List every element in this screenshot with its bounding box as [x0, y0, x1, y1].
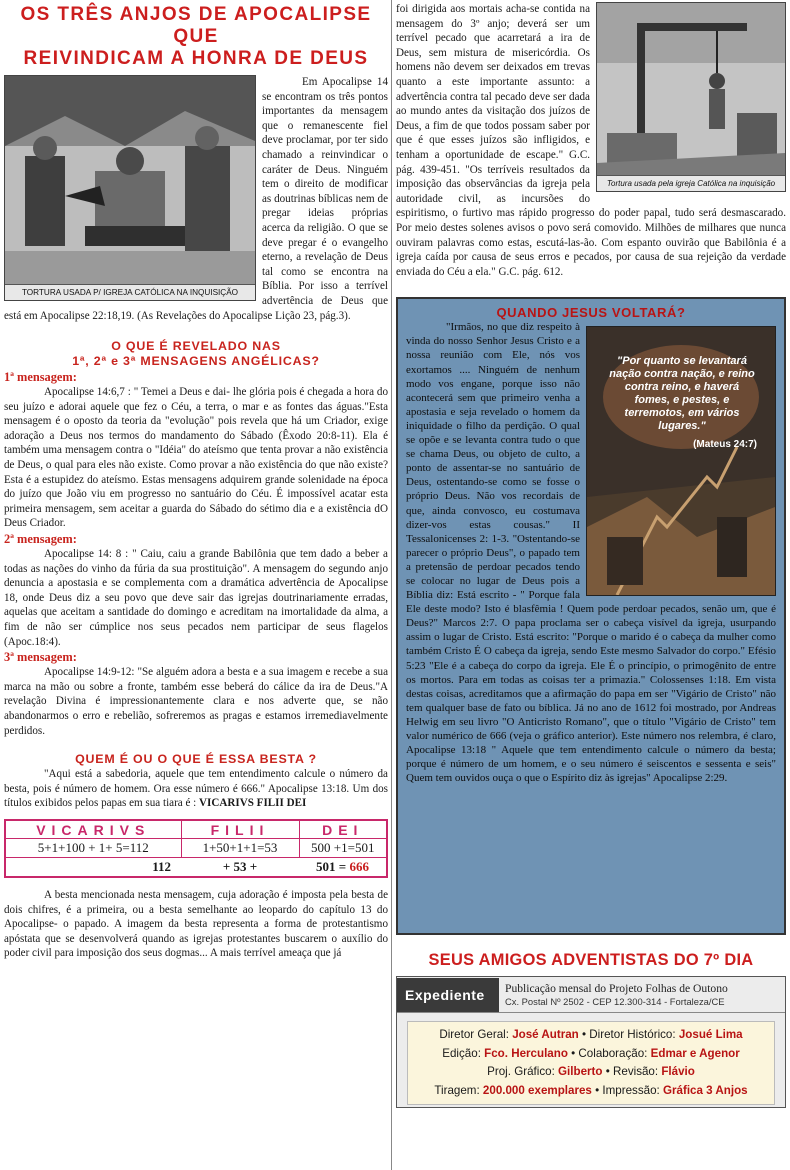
column-divider — [391, 0, 392, 1170]
dei-sum: 500 +1=501 — [299, 839, 387, 858]
quando-title: QUANDO JESUS VOLTARÁ? — [496, 305, 686, 321]
final-paragraph: A besta mencionada nesta mensagem, cuja adoração é imposta pela besta de dois chifres, é a primeira, ou a besta semelhante ao leopardo do capítulo 13 do Apocalipse- o papado. A imagem da besta representa a forma de protestantismo apóstata que se desenvolverá quando as igrejas protestantes buscarem o auxílio do poder civil para imposição dos seus dogmas... A mais terrível ameaça que já — [4, 888, 388, 960]
review-label: • Revisão: — [605, 1065, 659, 1079]
amigos-banner: SEUS AMIGOS ADVENTISTAS DO 7º DIA — [428, 951, 754, 970]
inquisition-image-caption: TORTURA USADA P/ IGREJA CATÓLICA NA INQUISIÇÃO — [5, 284, 255, 300]
total-part-1: 112 — [5, 858, 181, 877]
expediente-box — [396, 976, 786, 1108]
vicarius-total-row — [5, 858, 387, 877]
expediente-label: Expediente — [397, 978, 499, 1012]
director-label: Diretor Geral: — [439, 1028, 509, 1042]
publication-info — [499, 982, 785, 1008]
title-line-2: REIVINDICAM A HONRA DE DEUS — [23, 48, 369, 69]
inset-quote: "Por quanto se levantará nação contra nação, e reino contra reino, e haverá fomes, e pestes, e terremotos, em vários lugares." — [609, 355, 755, 433]
inquisition-illustration — [5, 76, 255, 284]
page-title — [4, 4, 388, 70]
inset-reference: (Mateus 24:7) — [693, 439, 757, 451]
revelado-line-1: O QUE É REVELADO NAS — [111, 339, 281, 354]
print-run-value: 200.000 exemplares — [482, 1083, 592, 1097]
expediente-header — [397, 977, 785, 1013]
vicarius-sum: 5+1+100 + 1+ 5=112 — [5, 839, 181, 858]
vicarius-header-row — [5, 820, 387, 839]
publication-line: Publicação mensal do Projeto Folhas de Outono — [505, 981, 728, 995]
quando-text: "Irmãos, no que diz respeito à vinda do nosso Senhor Jesus Cristo e a nossa reunião com Ele, nós vos exortamos .... Ninguém de nenhum modo vos engane, porque isso não acontecerá sem que primeiro venha a apostasia e seja revelado o homem da iniquidade o filho da perdição. O qual se opõe e se levanta contra tudo o que se chama Deus, ou objeto de culto, a ponto de assentar-se no santuário de Deus, ostentando-se como se fosse o próprio Deus. Não vos recordais de que, ainda convosco, eu costumava dizer-vos estas cousas." II Tessalonicenses 2: 1-3. "Ostentando-se parecer o próprio Deus", o papado tem a pretensão de perdoar pecados tendo se colocar no lugar de Deus pois a Bíblia diz: Está escrito - " Porque fala Ele deste modo? Isto é blasfêmia ! Quem pode perdoar pecados, senão um, que é Deus?" Marcos 2:7. O papa proclama ser o cabeça visível da igreja, usurpando assim o lugar de Cristo. Está escrito: "Porque o marido é o cabeça da mulher como também Cristo É O cabeça da igreja, sendo Este mesmo Salvador do corpo." Efésio 5:23 "Ele é a cabeça do corpo da igreja. Ele É o princípio, o primogênito de entre os mortos. Para em todas as coisas ter a primazia." Colossenses 1:18. Em vista destas coisas, acreditamos que a afirmação do papa em ser "Vigário de Cristo" não tem qualquer base de fato ou bíblica. Já no ano de 1612 foi mostrado, por Andreas Helwig em seu livro "O Anticristo Romano", que o título "Vigário de Cristo" tem valor numérico de 666 (veja o gráfico anterior). Este número nos relembra, é claro, Apocalipse 13:18 " Aquele que tem entendimento calcule o número da besta; porque é número de um homem, e o seu número é seiscentos e sessenta e seis" Quem tem ouvidos ouça o que o Espírito diz às igrejas" Apocalipse 2:29. — [406, 321, 776, 785]
credits — [407, 1021, 775, 1105]
message-3-title: 3ª mensagem: — [4, 650, 77, 665]
besta-paragraph — [4, 767, 388, 811]
title-line-1: OS TRÊS ANJOS DE APOCALIPSE QUE — [20, 4, 372, 47]
postal-line: Cx. Postal Nº 2502 - CEP 12.300-314 - Fortaleza/CE — [505, 995, 725, 1007]
historic-director-label: • Diretor Histórico: — [582, 1028, 676, 1042]
total-part-3 — [299, 858, 387, 877]
vicarius-table — [4, 819, 388, 878]
credits-line-3 — [414, 1063, 768, 1082]
print-run-label: Tiragem: — [434, 1083, 480, 1097]
vicarius-word: VICARIVS — [5, 820, 181, 839]
edition-name: Fco. Herculano — [484, 1046, 568, 1060]
total-part-3-label: 501 = — [316, 859, 347, 875]
printer-value: Gráfica 3 Anjos — [662, 1083, 748, 1097]
revelado-heading — [4, 339, 388, 369]
review-name: Flávio — [661, 1065, 695, 1079]
left-column — [4, 2, 388, 1168]
design-label: Proj. Gráfico: — [487, 1065, 555, 1079]
quando-box — [396, 297, 786, 935]
gallows-illustration — [597, 3, 785, 177]
vicarius-sum-row — [5, 839, 387, 858]
total-part-2: + 53 + — [181, 858, 299, 877]
besta-text: "Aqui está a sabedoria, aquele que tem entendimento calcule o número da besta, pois é número de homem. Ora esse número é 666." Apocalipse 13:18. Um dos títulos exibidos pelos papas em sua tiara é : — [4, 768, 388, 810]
message-1-text: Apocalipse 14:6,7 : " Temei a Deus e dai- lhe glória pois é chegada a hora do seu juízo e adorai aquele que fez o Céu, a terra, o mar e as fontes das águas."Esta mensagem é o oposto da teoria da "evolução" pois revela que há um Criador, exige adoração a Deus nos termos do mandamento do Sábado (Êxodo 20:8-11). Ela é também uma mensagem contra o "Idéia" do ateísmo que tenta provar a não existência de Deus, o qual para eles não existe. Como provar a não existência do que não existe? Esta é a estupidez do ateísmo. Estas mensagens adquirem grande solenidade na época do juízo que João viu em progresso no santuário do Céu. É impossível acatar esta primeira mensagem, sem aceitar a guarda do Sábado do sétimo dia e a existência dO Deus Criador. — [4, 386, 388, 530]
historic-director-name: Josué Lima — [678, 1028, 743, 1042]
filii-word: FILII — [181, 820, 299, 839]
message-1-title: 1ª mensagem: — [4, 370, 77, 385]
message-3-text: Apocalipse 14:9-12: "Se alguém adora a besta e a sua imagem e recebe a sua marca na mão ou sobre a fronte, também esse beberá do cálice da ira de Deus."A revelação Divina é impressionantemente clara e nos adverte que, se não abandonarmos o erro e rebelião, sofreremos as pragas e estamos irremediavelmente perdidos. — [4, 666, 388, 737]
collab-label: • Colaboração: — [571, 1046, 648, 1060]
earthquake-inset — [586, 326, 776, 596]
director-name: José Autran — [512, 1028, 579, 1042]
right-column — [396, 2, 786, 1168]
credits-line-1 — [414, 1026, 768, 1045]
credits-line-4 — [414, 1082, 768, 1101]
filii-sum: 1+50+1+1=53 — [181, 839, 299, 858]
dei-word: DEI — [299, 820, 387, 839]
gallows-image-caption: Tortura usada pela igreja Católica na inquisição — [597, 175, 785, 191]
gallows-image — [596, 2, 786, 192]
besta-heading: QUEM É OU O QUE É ESSA BESTA ? — [75, 752, 317, 767]
edition-label: Edição: — [442, 1046, 481, 1060]
revelado-line-2: 1ª, 2ª e 3ª MENSAGENS ANGÉLICAS? — [72, 354, 320, 369]
total-666: 666 — [349, 859, 369, 875]
printer-label: • Impressão: — [595, 1083, 660, 1097]
inquisition-image — [4, 75, 256, 301]
credits-line-2 — [414, 1045, 768, 1064]
message-2-title: 2ª mensagem: — [4, 532, 77, 547]
continuation-paragraph: foi dirigida aos mortais acha-se contida na mensagem do 3º anjo; deverá ser um terrível pecado que acarretará a ira de Deus, sem mistura de misericórdia. Os homens não devem ser deixados em trevas quanto a este importante assunto: a advertência contra tal pecado deve ser dada ao mundo antes da visitação dos juízos de Deus, a fim de que todos possam saber por que é que esses juízos são infligidos, e tenham a oportunidade de escape." G.C. pág. 439-451. "Os terríveis resultados da imposição das observâncias da igreja pela autoridade civil, as incursões do espiritismo, o furtivo mas rápido progresso do poder papal, tudo será desmascarado. Por meio destes solenes avisos o povo será comovido. Milhões de milhares que nunca ouviram palavras como estas, escutá-las-ão. Com espanto ouvirão que Babilônia é a igreja caída por causa de seus erros e pecados, por causa de sua rejeição da verdade enviada do Céu a ela." G.C. pág. 612. — [396, 3, 786, 278]
message-2-text: Apocalipse 14: 8 : " Caiu, caiu a grande Babilônia que tem dado a beber a todas as nações do vinho da fúria da sua prostituição". A mensagem do segundo anjo denuncia a apostasia e se complementa com a dramática advertência de Apocalipse 18, onde Deus diz a seu povo que deve sair das igrejas doutrinariamente erradas, aquelas que aceitam a santidade do domingo e acreditam na imortalidade da alma, a fim de não ser cúmplice nos seus pecados nem participar de seus flagelos (Apoc.18:4). — [4, 548, 388, 648]
collab-name: Edmar e Agenor — [650, 1046, 740, 1060]
design-name: Gilberto — [558, 1065, 603, 1079]
intro-paragraph: Em Apocalipse 14 se encontram os três pontos importantes da mensagem que o remanescente fiel deve proclamar, por ter sido chamado a reinvindicar o caráter de Deus. Ninguém tem o direito de modificar as doutrinas bíblicas nem de pregar ideias próprias acerca da religião. O que se deve pregar é o evangelho eterno, a revelação de Deus tal como se encontra na Bíblia. Por isso a terrível advertência de Deus que está em Apocalipse 22:18,19. (As Revelações do Apocalipse Lição 23, pág.3). — [4, 76, 388, 322]
vicarius-title-text: VICARIVS FILII DEI — [199, 797, 307, 810]
